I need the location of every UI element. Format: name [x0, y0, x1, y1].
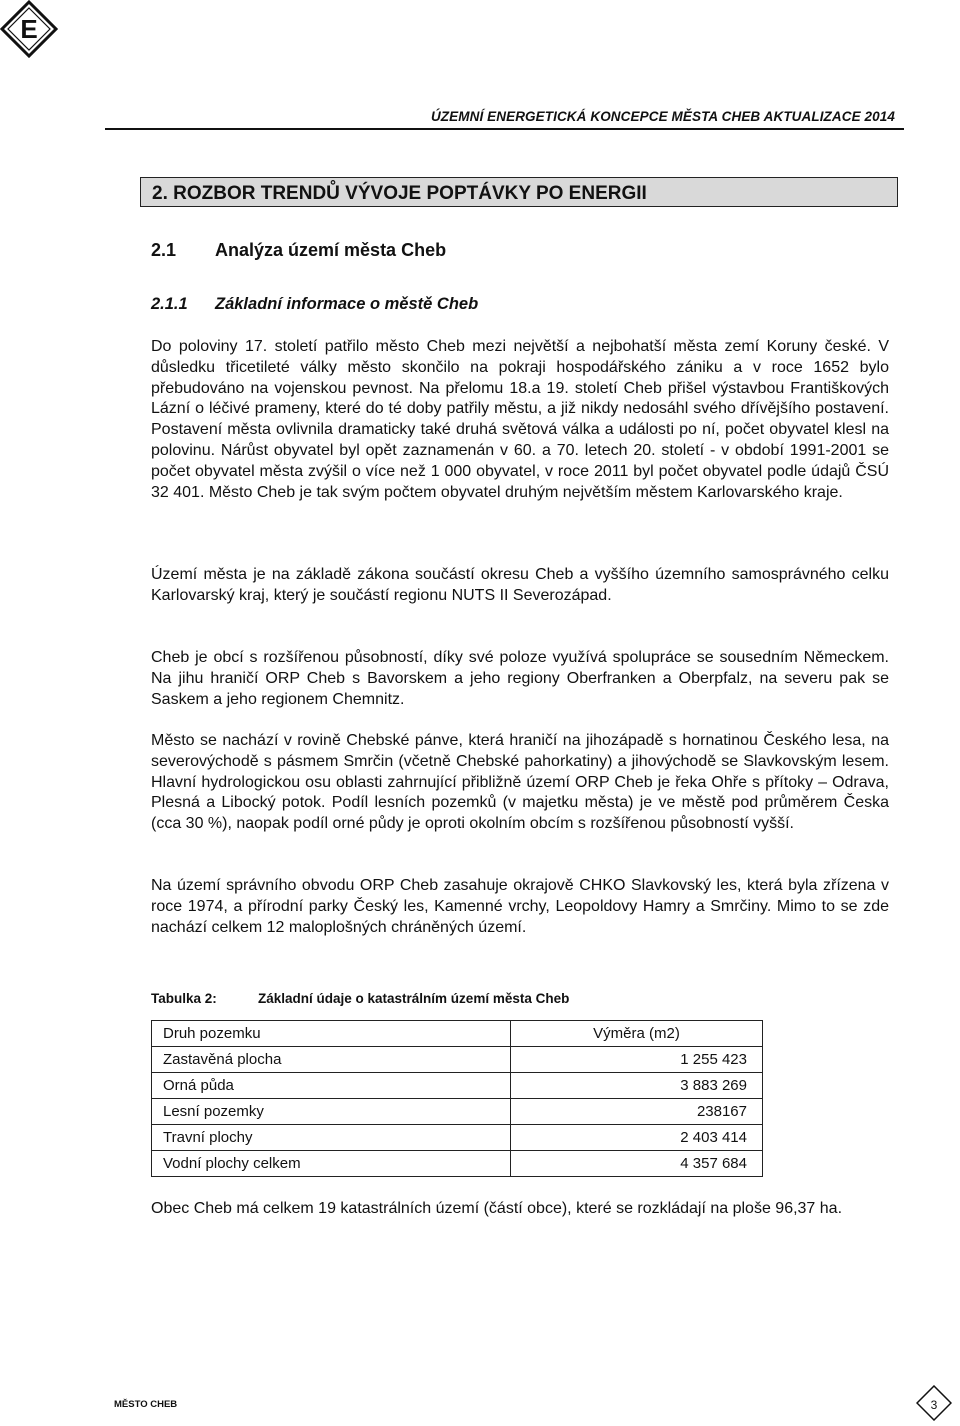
table-caption-label: Tabulka 2: — [151, 991, 217, 1006]
svg-text:E: E — [20, 14, 38, 44]
subsection-heading — [151, 295, 478, 314]
paragraph-geography: Město se nachází v rovině Chebské pánve, která hraničí na jihozápadě s hornatinou Českého lesa, na severovýchodě s pásmem Smrčin (včetně Chebské pahorkatiny) a jihovýchodě se Slavkovským lesem. Hlavní hydrologickou osu oblasti zahrnující přibližně území ORP Cheb je řeka Ohře s přítoky – Odrava, Plesná a Libocký potok. Podíl lesních pozemků (v majetku města) je ve městě pod průměrem Česka (cca 30 %), naopak podíl orné půdy je oproti okolním obcím s rozšířenou působností vyšší. — [151, 732, 889, 833]
table-header-cell: Druh pozemku — [152, 1021, 511, 1047]
paragraph-administration: Území města je na základě zákona součástí okresu Cheb a vyššího územního samosprávného celku Karlovarský kraj, který je součástí regionu NUTS II Severozápad. — [151, 566, 889, 604]
table-header-cell: Výměra (m2) — [511, 1021, 763, 1047]
section-heading — [151, 240, 446, 261]
footer-city-name: MĚSTO CHEB — [114, 1399, 178, 1410]
table-cell: Zastavěná plocha — [152, 1047, 511, 1073]
document-header-title: ÚZEMNÍ ENERGETICKÁ KONCEPCE MĚSTA CHEB AKTUALIZACE 2014 — [430, 109, 895, 124]
table-row — [152, 1047, 763, 1073]
table-row — [152, 1099, 763, 1125]
table-header-row — [152, 1021, 763, 1047]
chapter-title: 2. ROZBOR TRENDŮ VÝVOJE POPTÁVKY PO ENERGII — [152, 183, 647, 204]
chapter-heading-box — [140, 177, 898, 207]
table-cell: 3 883 269 — [511, 1073, 763, 1099]
table-cell: 4 357 684 — [511, 1151, 763, 1177]
administration-paragraph-block — [151, 565, 889, 607]
land-area-table — [151, 1020, 763, 1177]
table-cell: 238167 — [511, 1099, 763, 1125]
table-cell: Orná půda — [152, 1073, 511, 1099]
page-number-badge — [916, 1385, 952, 1421]
table-caption — [151, 991, 569, 1006]
table-cell: 1 255 423 — [511, 1047, 763, 1073]
paragraph-closing: Obec Cheb má celkem 19 katastrálních území (částí obce), které se rozkládají na ploše 96,37 ha. — [151, 1200, 843, 1217]
cooperation-paragraph-block — [151, 648, 889, 710]
table-cell: 2 403 414 — [511, 1125, 763, 1151]
table-row — [152, 1073, 763, 1099]
page-number: 3 — [930, 1398, 938, 1412]
paragraph-cooperation: Cheb je obcí s rozšířenou působností, díky své poloze využívá spolupráce se sousedním Německem. Na jihu hraničí ORP Cheb s Bavorskem a jeho regiony Oberfranken a Oberpfalz, na severu pak se Saskem a jeho regionem Chemnitz. — [151, 649, 889, 708]
paragraph-protected-areas: Na území správního obvodu ORP Cheb zasahuje okrajově CHKO Slavkovský les, která byla zřízena v roce 1974, a přírodní parky Český les, Kamenné vrchy, Leopoldovy Hamry a Smrčiny. Mimo to se zde nachází celkem 12 maloplošných chráněných území. — [151, 877, 889, 936]
section-title: Analýza území města Cheb — [215, 240, 447, 260]
protected-areas-paragraph-block — [151, 876, 889, 938]
table-cell: Lesní pozemky — [152, 1099, 511, 1125]
table-row — [152, 1151, 763, 1177]
e-diamond-logo-icon — [0, 0, 58, 58]
subsection-title: Základní informace o městě Cheb — [215, 295, 479, 313]
geography-paragraph-block — [151, 731, 889, 835]
history-paragraph-block — [151, 337, 889, 503]
section-number: 2.1 — [151, 240, 177, 260]
paragraph-history: Do poloviny 17. století patřilo město Cheb mezi největší a nejbohatší města zemí Koruny české. V důsledku třicetileté války město skončilo na pokraji hospodářského zániku a v roce 1652 bylo přebudováno na vojenskou pevnost. Na přelomu 18.a 19. století Cheb přišel výstavbou Františkových Lázní o léčivé prameny, které do té doby patřily městu, a již nikdy nedosáhl svého dřívějšího postavení. Postavení města ovlivnila dramaticky také druhá světová válka a události po ní, počet obyvatel klesl na polovinu. Nárůst obyvatel byl opět zaznamenán v 60. a 70. letech 20. století - v období 1991-2001 se počet obyvatel města zvýšil o více než 1 000 obyvatel, v roce 2011 byl počet obyvatel podle údajů ČSÚ 32 401. Město Cheb je tak svým počtem obyvatel druhým největším městem Karlovarského kraje. — [151, 338, 889, 501]
subsection-number: 2.1.1 — [151, 295, 188, 313]
table-row — [152, 1125, 763, 1151]
table-cell: Vodní plochy celkem — [152, 1151, 511, 1177]
table-cell: Travní plochy — [152, 1125, 511, 1151]
closing-paragraph-block — [151, 1199, 889, 1220]
table-caption-title: Základní údaje o katastrálním území města Cheb — [258, 991, 570, 1006]
header-divider — [105, 128, 904, 130]
